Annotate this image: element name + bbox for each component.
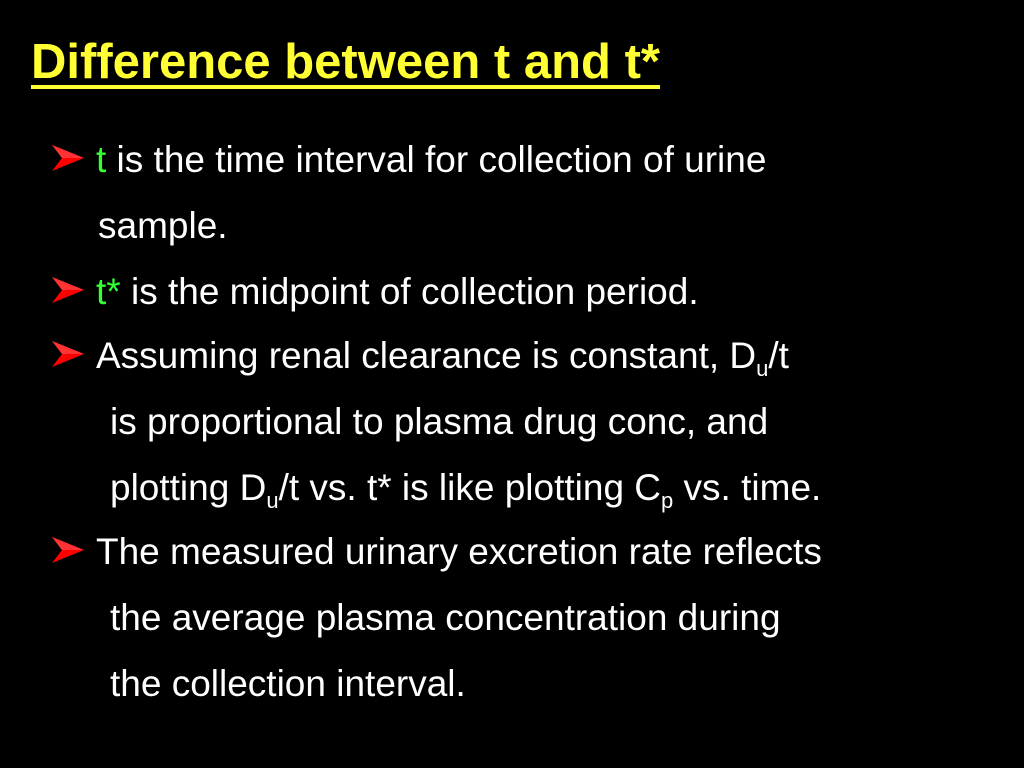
- bullet-1-text: is the time interval for collection of urine: [106, 139, 767, 180]
- subscript-p: p: [661, 488, 674, 513]
- bullet-3-text-a: Assuming renal clearance is constant, D: [96, 335, 757, 376]
- red-arrowhead-icon: [50, 143, 96, 173]
- bullet-3-text-b: /t: [768, 335, 789, 376]
- bullet-item-1-line-1: [50, 130, 766, 190]
- bullet-item-4-line-3: the collection interval.: [110, 663, 466, 704]
- bullet-2-text: is the midpoint of collection period.: [120, 271, 699, 312]
- bullet-1-keyword: t: [96, 139, 107, 180]
- bullet-3-line-3-text-b: /t vs. t* is like plotting C: [278, 467, 662, 508]
- bullet-item-3-line-3: [110, 458, 821, 518]
- red-arrowhead-icon: [50, 275, 96, 305]
- bullet-item-4-line-1: [50, 522, 822, 582]
- bullet-item-3-line-2: is proportional to plasma drug conc, and: [110, 401, 769, 442]
- subscript-u: u: [266, 488, 279, 513]
- bullet-2-keyword: t*: [96, 271, 121, 312]
- red-arrowhead-icon: [50, 535, 96, 565]
- bullet-item-2-line-1: [50, 262, 699, 322]
- bullet-item-1-line-2: sample.: [98, 205, 228, 246]
- bullet-3-line-3-text-a: plotting D: [110, 467, 267, 508]
- slide-title: Difference between t and t*: [31, 35, 660, 89]
- bullet-item-3-line-1: [50, 326, 789, 386]
- bullet-4-text: The measured urinary excretion rate reflects: [96, 531, 822, 572]
- red-arrowhead-icon: [50, 339, 96, 369]
- bullet-3-line-3-text-c: vs. time.: [673, 467, 822, 508]
- bullet-item-4-line-2: the average plasma concentration during: [110, 597, 781, 638]
- subscript-u: u: [756, 356, 769, 381]
